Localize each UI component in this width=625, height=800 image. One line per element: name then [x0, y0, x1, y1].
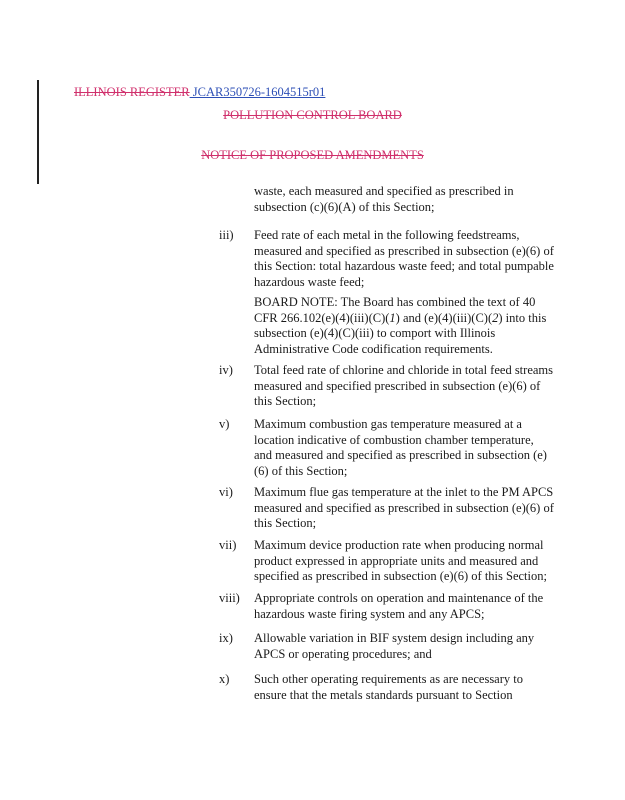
list-item: Maximum flue gas temperature at the inlet to the PM APCS measured and specified as prescribed in subsection (e)(6) of this Section;	[254, 485, 554, 530]
revision-change-bar	[37, 80, 39, 184]
item-number: vi)	[219, 485, 233, 499]
register-title-deleted: ILLINOIS REGISTER	[74, 85, 190, 99]
register-tracking-id: JCAR350726-1604515r01	[189, 85, 326, 99]
item-number: ix)	[219, 631, 233, 645]
notice-title	[0, 148, 625, 162]
continuation-paragraph: waste, each measured and specified as prescribed in subsection (c)(6)(A) of this Section;	[254, 184, 514, 214]
item-number: iii)	[219, 228, 234, 242]
board-note-italic-2: 2	[492, 310, 499, 325]
list-item: Feed rate of each metal in the following feedstreams, measured and specified as prescribed in subsection (e)(6) of this Section: total hazardous waste feed; and total pumpable hazardous waste feed;	[254, 228, 554, 289]
register-header	[74, 85, 325, 99]
item-number: iv)	[219, 363, 233, 377]
agency-name: POLLUTION CONTROL BOARD	[223, 108, 402, 122]
item-number: x)	[219, 672, 230, 686]
board-note-middle: ) and (e)(4)(iii)(C)(	[395, 310, 493, 325]
board-note-prefix: BOARD NOTE: The Board has combined the text of 40 CFR 266.102(e)(4)(iii)(C)(	[254, 295, 536, 325]
notice-heading: NOTICE OF PROPOSED AMENDMENTS	[201, 148, 424, 162]
board-note-suffix: ) into this subsection (e)(4)(C)(iii) to comport with Illinois Administrative Code codification requirements.	[254, 310, 547, 356]
item-number: viii)	[219, 591, 240, 605]
list-item: Allowable variation in BIF system design including any APCS or operating procedures; and	[254, 631, 535, 661]
list-item: Maximum combustion gas temperature measured at a location indicative of combustion chamber temperature, and measured and specified as prescribed in subsection (e)(6) of this Section;	[254, 417, 547, 478]
list-item: Total feed rate of chlorine and chloride in total feed streams measured and specified prescribed in subsection (e)(6) of this Section;	[254, 363, 553, 408]
board-note	[254, 295, 554, 357]
item-number: vii)	[219, 538, 237, 552]
item-number: v)	[219, 417, 230, 431]
board-note-italic-1: 1	[389, 310, 396, 325]
list-item: Appropriate controls on operation and maintenance of the hazardous waste firing system and any APCS;	[254, 591, 544, 621]
list-item: Such other operating requirements as are necessary to ensure that the metals standards pursuant to Section	[254, 672, 523, 702]
agency-title	[0, 108, 625, 122]
list-item: Maximum device production rate when producing normal product expressed in appropriate units and measured and specified as prescribed in subsection (e)(6) of this Section;	[254, 538, 547, 583]
